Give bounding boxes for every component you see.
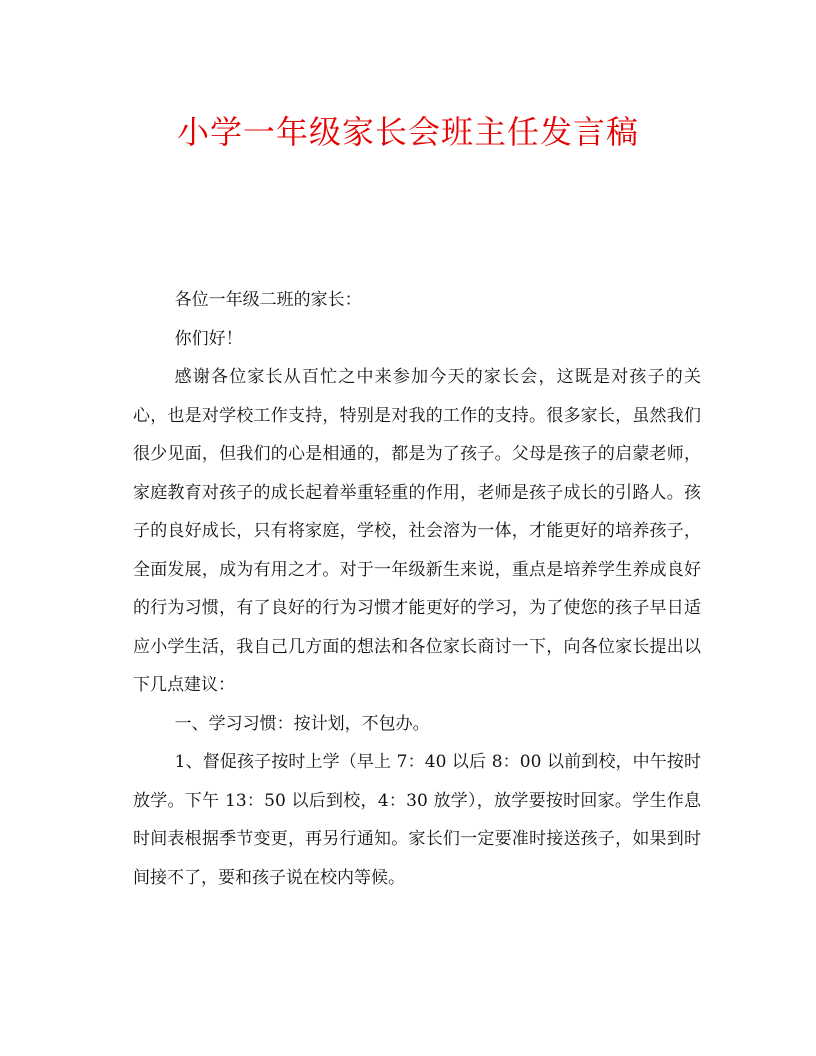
salutation: 各位一年级二班的家长：: [174, 290, 362, 310]
greeting: 你们好！: [174, 328, 243, 349]
intro-paragraph: 感谢各位家长从百忙之中来参加今天的家长会，这既是对孩子的关心，也是对学校工作支持，特别是对我的工作的支持。很多家长，虽然我们很少见面，但我们的心是相通的，都是为了孩子。父母是孩子的启蒙老师，家庭教育对孩子的成长起着举重轻重的作用，老师是孩子成长的引路人。孩子的良好成长，只有将家庭，学校，社会溶为一体，才能更好的培养孩子，全面发展，成为有用之才。对于一年级新生来说，重点是培养学生养成良好的行为习惯，有了良好的行为习惯才能更好的学习，为了使您的孩子早日适应小学生活，我自己几方面的想法和各位家长商讨一下，向各位家长提出以下几点建议：: [133, 367, 701, 695]
schedule-paragraph: 1、督促孩子按时上学（早上 7：40 以后 8：00 以前到校，中午按时放学。下午 13：50 以后到校，4：30 放学），放学要按时回家。学生作息时间表根据季节变更，再另行通知。家长们一定要准时接送孩子，如果到时间接不了，要和孩子说在校内等候。: [133, 752, 701, 888]
document-body: [133, 281, 701, 897]
section-heading: 一、学习习惯：按计划，不包办。: [174, 713, 430, 734]
document-title: 小学一年级家长会班主任发言稿: [176, 113, 639, 151]
